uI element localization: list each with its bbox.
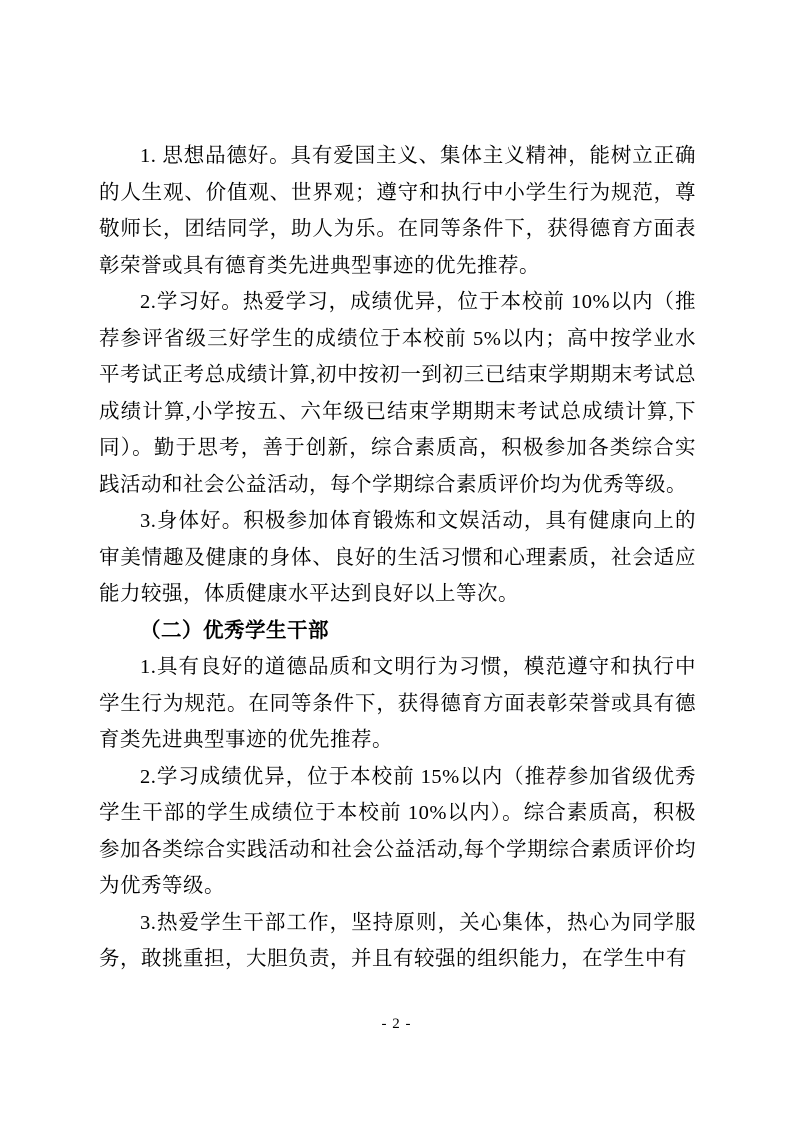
body-paragraph-1: 1. 思想品德好。具有爱国主义、集体主义精神，能树立正确的人生观、价值观、世界观；遵守和执行中小学生行为规范，尊敬师长，团结同学，助人为乐。在同等条件下，获得德育方面表彰荣誉或具有德育类先进典型事迹的优先推荐。 — [99, 145, 696, 277]
body-paragraph-5: 2.学习成绩优异，位于本校前 15%以内（推荐参加省级优秀学生干部的学生成绩位于本校前 10%以内）。综合素质高，积极参加各类综合实践活动和社会公益活动,每个学期综合素质评价均为优秀等级。 — [99, 765, 696, 897]
body-paragraph-2: 2.学习好。热爱学习，成绩优异，位于本校前 10%以内（推荐参评省级三好学生的成绩位于本校前 5%以内；高中按学业水平考试正考总成绩计算,初中按初一到初三已结束学期期末考试总成绩计算,小学按五、六年级已结束学期期末考试总成绩计算,下同）。勤于思考，善于创新，综合素质高，积极参加各类综合实践活动和社会公益活动，每个学期综合素质评价均为优秀等级。 — [99, 291, 696, 496]
document-body — [99, 138, 696, 978]
section-heading-outstanding-student-cadre: （二）优秀学生干部 — [140, 619, 329, 642]
body-paragraph-6: 3.热爱学生干部工作，坚持原则，关心集体，热心为同学服务，敢挑重担，大胆负责，并且有较强的组织能力，在学生中有 — [99, 911, 696, 970]
body-paragraph-3: 3.身体好。积极参加体育锻炼和文娱活动，具有健康向上的审美情趣及健康的身体、良好的生活习惯和心理素质，社会适应能力较强，体质健康水平达到良好以上等次。 — [99, 510, 696, 605]
page-number: - 2 - — [381, 1016, 412, 1032]
body-paragraph-4: 1.具有良好的道德品质和文明行为习惯，模范遵守和执行中学生行为规范。在同等条件下，获得德育方面表彰荣誉或具有德育类先进典型事迹的优先推荐。 — [99, 656, 696, 751]
